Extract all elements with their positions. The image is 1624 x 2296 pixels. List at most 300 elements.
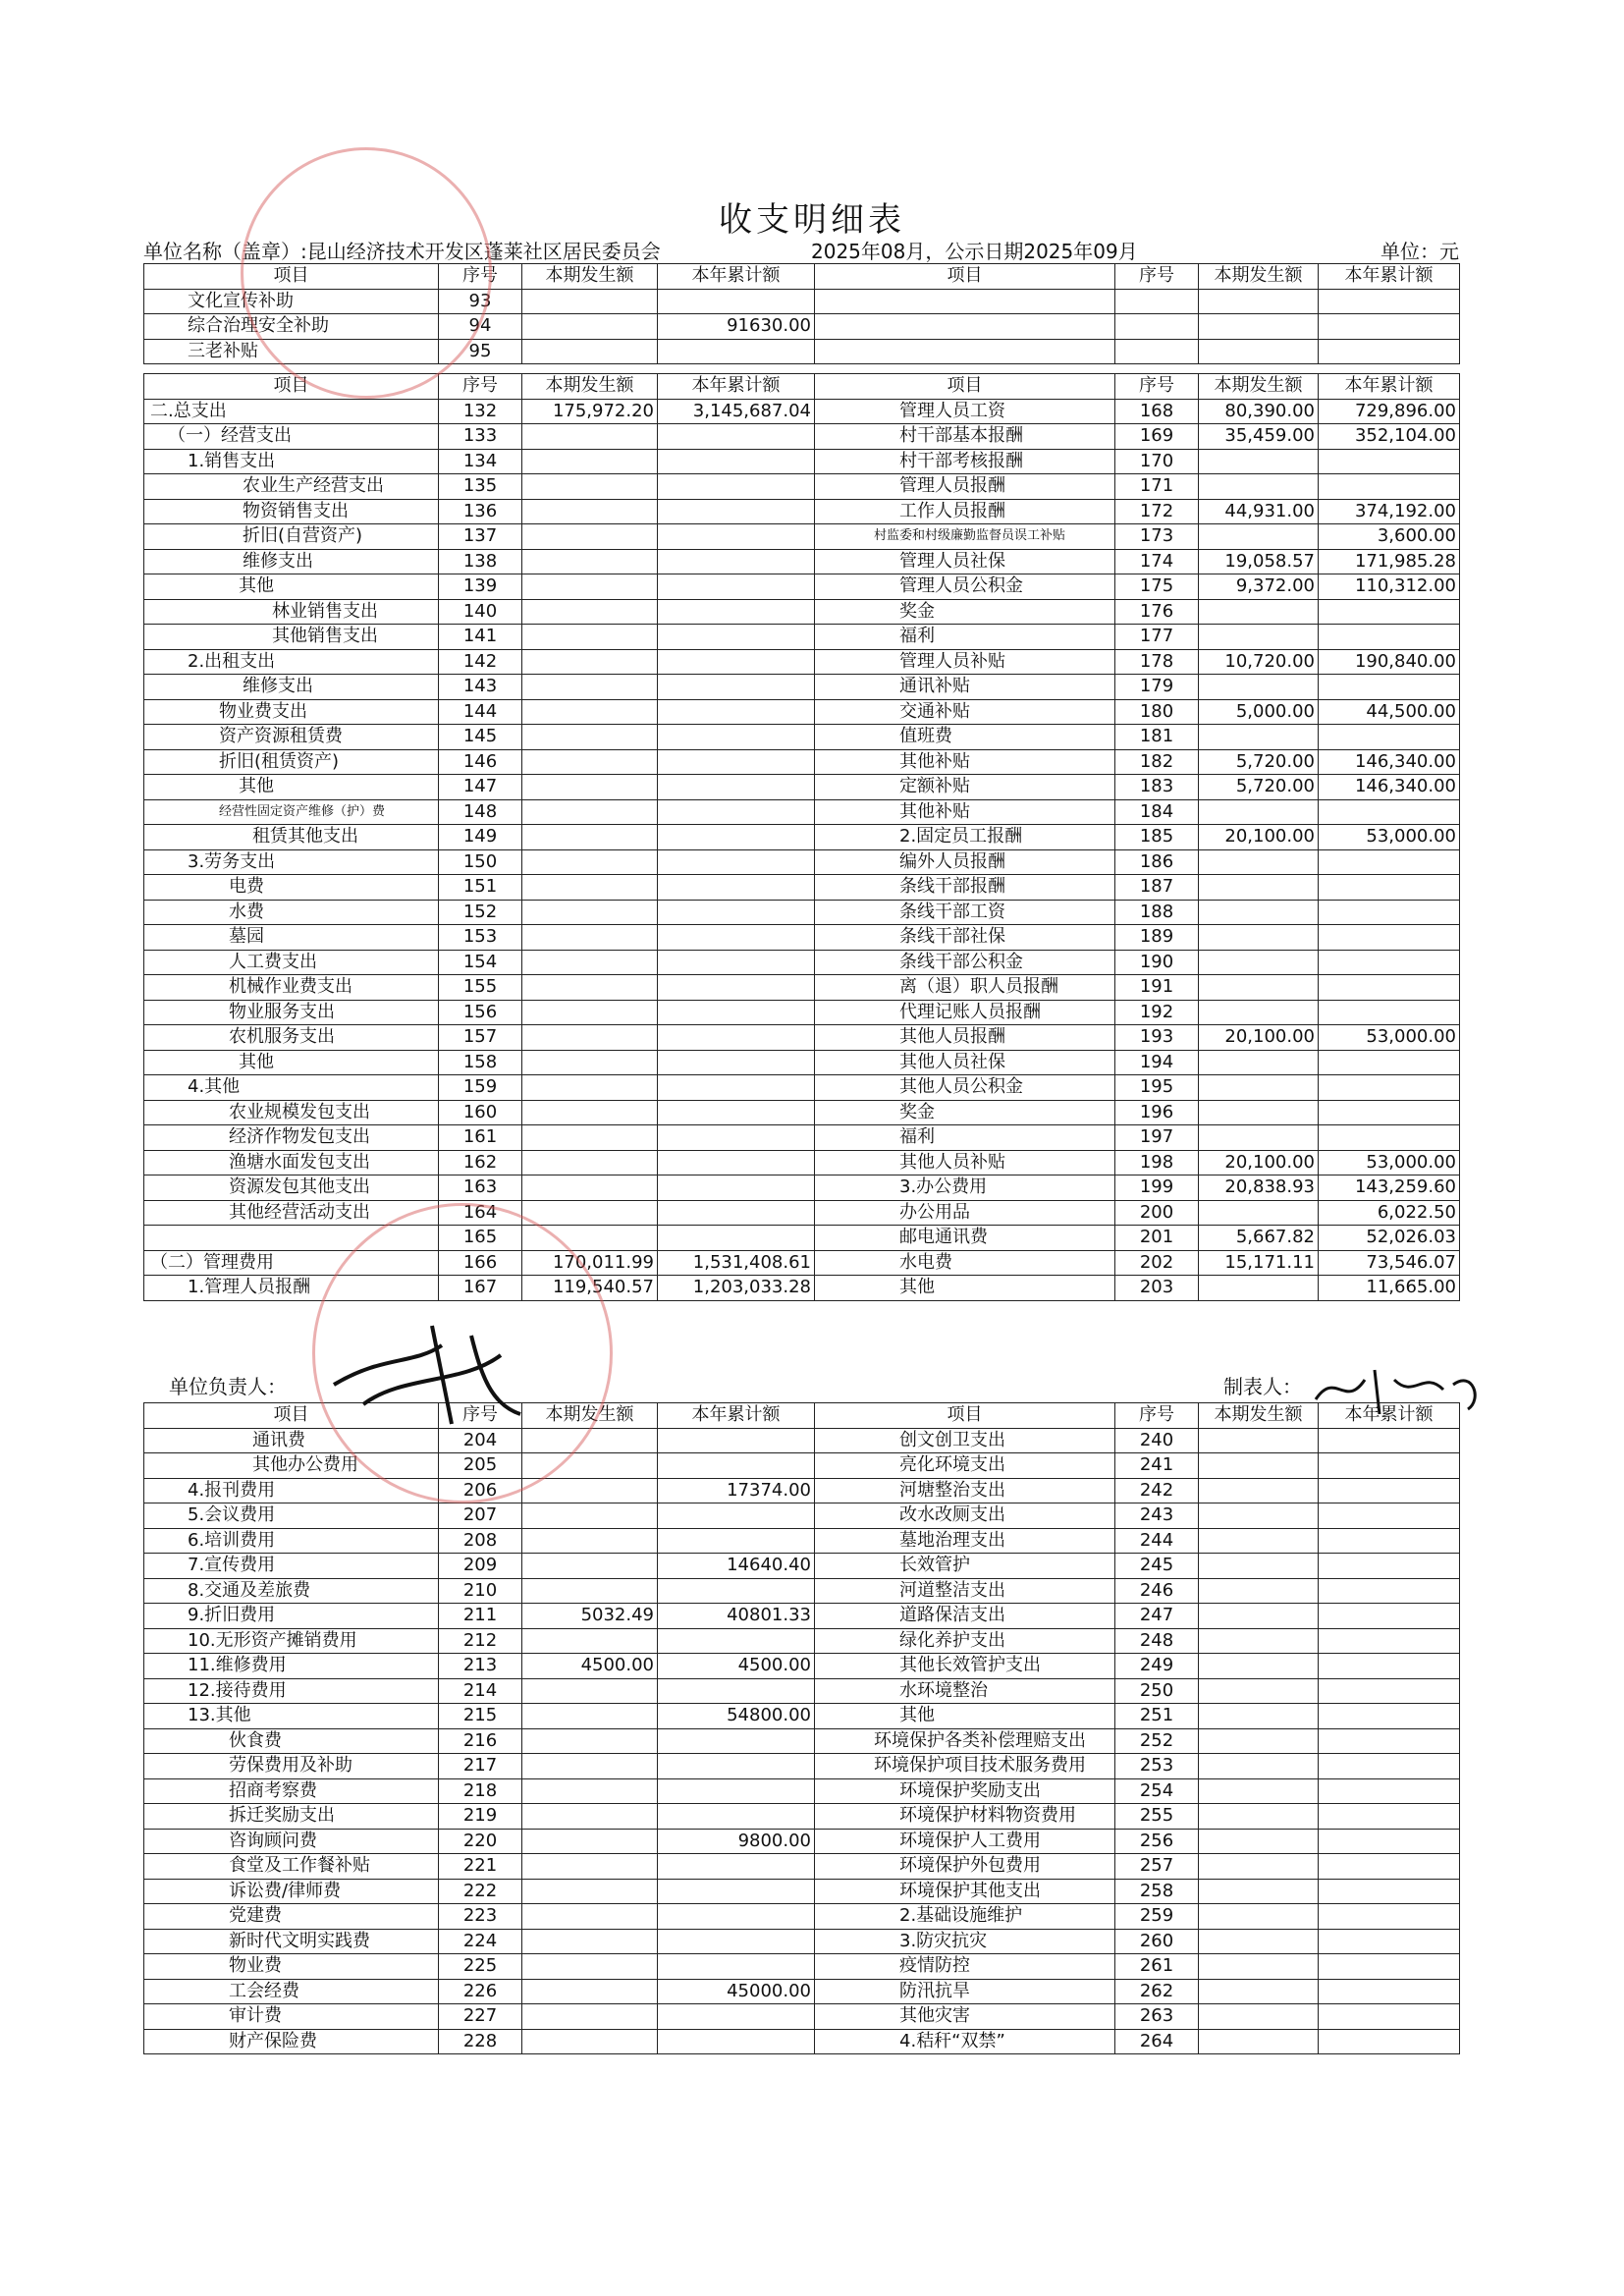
- maker-label: 制表人：: [1223, 1375, 1302, 1398]
- table-cell: [522, 749, 658, 775]
- table-cell: 维修支出: [144, 675, 439, 700]
- column-header: 项目: [144, 1403, 439, 1429]
- table-cell: [522, 474, 658, 500]
- table-cell: 管理人员公积金: [815, 574, 1115, 600]
- table-cell: 绿化养护支出: [815, 1628, 1115, 1654]
- table-row: [144, 725, 1460, 750]
- table-cell: [1199, 1979, 1319, 2004]
- table-cell: 140: [439, 599, 522, 625]
- table-cell: [1319, 1628, 1460, 1654]
- table-row: [144, 950, 1460, 975]
- table-cell: [522, 875, 658, 901]
- table-cell: 186: [1115, 849, 1199, 875]
- table-cell: 20,100.00: [1199, 825, 1319, 850]
- table-cell: [522, 699, 658, 725]
- table-cell: 8.交通及差旅费: [144, 1578, 439, 1604]
- table-cell: [522, 1528, 658, 1554]
- table-cell: 其他人员社保: [815, 1050, 1115, 1075]
- table-cell: [658, 1125, 815, 1151]
- table-cell: 153: [439, 925, 522, 951]
- table-cell: 219: [439, 1804, 522, 1830]
- table-cell: [658, 2029, 815, 2054]
- column-header: 项目: [144, 374, 439, 400]
- table-cell: 河塘整治支出: [815, 1478, 1115, 1503]
- table-cell: [522, 825, 658, 850]
- table-cell: 办公用品: [815, 1200, 1115, 1226]
- table-cell: 729,896.00: [1319, 399, 1460, 424]
- table-cell: 1,203,033.28: [658, 1276, 815, 1301]
- table-cell: [1319, 799, 1460, 825]
- table-cell: 169: [1115, 424, 1199, 450]
- table-cell: [1199, 599, 1319, 625]
- table-cell: [658, 339, 815, 364]
- table-cell: 1.销售支出: [144, 449, 439, 474]
- table-cell: 其他: [144, 1050, 439, 1075]
- table-cell: [522, 2029, 658, 2054]
- table-cell: 223: [439, 1904, 522, 1930]
- table-cell: [1199, 1000, 1319, 1025]
- table-cell: 247: [1115, 1604, 1199, 1629]
- table-cell: [522, 1829, 658, 1854]
- table-cell: 道路保洁支出: [815, 1604, 1115, 1629]
- table-cell: 疫情防控: [815, 1954, 1115, 1980]
- column-header: 本期发生额: [522, 1403, 658, 1429]
- table-cell: 191: [1115, 975, 1199, 1001]
- table-cell: [1199, 975, 1319, 1001]
- table-cell: [658, 775, 815, 800]
- table-cell: [1319, 1954, 1460, 1980]
- table-cell: 诉讼费/律师费: [144, 1879, 439, 1904]
- table-cell: [522, 2004, 658, 2030]
- table-cell: 村干部考核报酬: [815, 449, 1115, 474]
- table-cell: [658, 1428, 815, 1453]
- table-cell: 3.防灾抗灾: [815, 1929, 1115, 1954]
- table-row: [144, 1979, 1460, 2004]
- table-cell: [658, 699, 815, 725]
- table-cell: [1319, 1503, 1460, 1529]
- table-cell: [658, 499, 815, 524]
- table-row: [144, 749, 1460, 775]
- table-cell: [1319, 1754, 1460, 1779]
- table-cell: [1199, 314, 1319, 340]
- table-cell: [1115, 314, 1199, 340]
- table-cell: [1319, 625, 1460, 650]
- table-cell: 其他: [144, 574, 439, 600]
- column-header: 本年累计额: [658, 264, 815, 290]
- table-cell: 220: [439, 1829, 522, 1854]
- table-cell: [522, 1854, 658, 1880]
- table-row: [144, 675, 1460, 700]
- table-cell: [522, 599, 658, 625]
- table-cell: [522, 1778, 658, 1804]
- table-cell: 162: [439, 1150, 522, 1175]
- table-cell: 其他人员补贴: [815, 1150, 1115, 1175]
- table-cell: [1319, 599, 1460, 625]
- column-header: 本年累计额: [658, 1403, 815, 1429]
- table-cell: [1319, 1979, 1460, 2004]
- table-cell: 206: [439, 1478, 522, 1503]
- table-cell: [1319, 849, 1460, 875]
- table-cell: [522, 1175, 658, 1201]
- table-cell: [522, 799, 658, 825]
- table-cell: 215: [439, 1704, 522, 1729]
- table-cell: 奖金: [815, 1100, 1115, 1125]
- table-cell: [1319, 1554, 1460, 1579]
- table-cell: [522, 1578, 658, 1604]
- table-cell: [815, 289, 1115, 314]
- table-cell: 20,100.00: [1199, 1025, 1319, 1051]
- table-row: [144, 549, 1460, 574]
- table-cell: [658, 474, 815, 500]
- table-cell: [522, 925, 658, 951]
- leader-label: 单位负责人：: [169, 1375, 287, 1398]
- table-cell: 222: [439, 1879, 522, 1904]
- table-row: [144, 799, 1460, 825]
- table-cell: 245: [1115, 1554, 1199, 1579]
- table-cell: [815, 314, 1115, 340]
- table-cell: 折旧(自营资产): [144, 524, 439, 550]
- table-cell: [1319, 1654, 1460, 1679]
- table-cell: [522, 900, 658, 925]
- table-cell: 13.其他: [144, 1704, 439, 1729]
- table-cell: [522, 675, 658, 700]
- separator-cell: [1115, 364, 1199, 374]
- table-cell: 141: [439, 625, 522, 650]
- table-cell: 招商考察费: [144, 1778, 439, 1804]
- column-header: 本年累计额: [1319, 264, 1460, 290]
- table-cell: [1319, 339, 1460, 364]
- table-cell: [1319, 449, 1460, 474]
- table-cell: 91630.00: [658, 314, 815, 340]
- table-cell: 2.基础设施维护: [815, 1904, 1115, 1930]
- table-cell: 其他补贴: [815, 749, 1115, 775]
- table-cell: 其他: [815, 1276, 1115, 1301]
- table-cell: 条线干部报酬: [815, 875, 1115, 901]
- table-row: [144, 2004, 1460, 2030]
- table-cell: [1319, 474, 1460, 500]
- table-cell: [522, 1704, 658, 1729]
- separator-cell: [1199, 364, 1319, 374]
- table-cell: 212: [439, 1628, 522, 1654]
- table-cell: 墓园: [144, 925, 439, 951]
- table-cell: 4.其他: [144, 1075, 439, 1101]
- table-cell: [522, 1929, 658, 1954]
- table-cell: 新时代文明实践费: [144, 1929, 439, 1954]
- table-cell: 环境保护项目技术服务费用: [815, 1754, 1115, 1779]
- table-cell: [1199, 1904, 1319, 1930]
- table-cell: 189: [1115, 925, 1199, 951]
- table-cell: [658, 900, 815, 925]
- table-cell: [1319, 289, 1460, 314]
- table-cell: [1319, 1528, 1460, 1554]
- table-cell: 181: [1115, 725, 1199, 750]
- column-header: 序号: [439, 374, 522, 400]
- table-row: [144, 699, 1460, 725]
- table-cell: 119,540.57: [522, 1276, 658, 1301]
- table-cell: 经济作物发包支出: [144, 1125, 439, 1151]
- column-header: 序号: [439, 1403, 522, 1429]
- table-cell: [658, 1175, 815, 1201]
- page-title: 收支明细表: [719, 200, 905, 240]
- table-cell: [658, 1678, 815, 1704]
- table-row: [144, 1929, 1460, 1954]
- maker-signature: [1306, 1360, 1492, 1419]
- table-cell: 财产保险费: [144, 2029, 439, 2054]
- table-cell: 248: [1115, 1628, 1199, 1654]
- table-cell: 166: [439, 1250, 522, 1276]
- table-cell: 136: [439, 499, 522, 524]
- table-cell: [1319, 975, 1460, 1001]
- table-cell: 6,022.50: [1319, 1200, 1460, 1226]
- table-cell: 142: [439, 649, 522, 675]
- table-cell: 值班费: [815, 725, 1115, 750]
- separator-cell: [522, 364, 658, 374]
- table-cell: [1319, 675, 1460, 700]
- table-cell: 工会经费: [144, 1979, 439, 2004]
- table-cell: 240: [1115, 1428, 1199, 1453]
- table-cell: [1199, 1678, 1319, 1704]
- table-cell: 133: [439, 424, 522, 450]
- table-cell: 管理人员报酬: [815, 474, 1115, 500]
- table-cell: [1199, 950, 1319, 975]
- table-cell: [1199, 1075, 1319, 1101]
- table-row: [144, 900, 1460, 925]
- table-cell: [1319, 1904, 1460, 1930]
- table-cell: 通讯费: [144, 1428, 439, 1453]
- table-cell: 209: [439, 1554, 522, 1579]
- table-cell: [1319, 2004, 1460, 2030]
- table-cell: [1319, 2029, 1460, 2054]
- table-cell: [1319, 1778, 1460, 1804]
- table-cell: 6.培训费用: [144, 1528, 439, 1554]
- table-cell: [522, 289, 658, 314]
- table-cell: 人工费支出: [144, 950, 439, 975]
- table-cell: 福利: [815, 1125, 1115, 1151]
- table-cell: [1319, 1604, 1460, 1629]
- table-cell: [522, 950, 658, 975]
- table-cell: 200: [1115, 1200, 1199, 1226]
- table-cell: 259: [1115, 1904, 1199, 1930]
- table-cell: 5.会议费用: [144, 1503, 439, 1529]
- table-cell: [1199, 1453, 1319, 1479]
- table-cell: [658, 1804, 815, 1830]
- table-cell: [1319, 1728, 1460, 1754]
- table-cell: [658, 424, 815, 450]
- separator-cell: [815, 364, 1115, 374]
- table-cell: 9800.00: [658, 1829, 815, 1854]
- table-row: [144, 1100, 1460, 1125]
- table-cell: [522, 339, 658, 364]
- table-cell: （一）经营支出: [144, 424, 439, 450]
- column-header: 本期发生额: [1199, 1403, 1319, 1429]
- table-cell: 52,026.03: [1319, 1226, 1460, 1251]
- table-cell: 132: [439, 399, 522, 424]
- table-cell: [1319, 1578, 1460, 1604]
- table-cell: [522, 775, 658, 800]
- column-header: 本年累计额: [1319, 1403, 1460, 1429]
- table-cell: 3,145,687.04: [658, 399, 815, 424]
- table-cell: 352,104.00: [1319, 424, 1460, 450]
- table-row: [144, 424, 1460, 450]
- table-cell: 155: [439, 975, 522, 1001]
- table-cell: 物业费: [144, 1954, 439, 1980]
- table-cell: [658, 1578, 815, 1604]
- table-cell: 农业规模发包支出: [144, 1100, 439, 1125]
- table-cell: [658, 1025, 815, 1051]
- currency-unit: 单位：元: [1380, 240, 1459, 263]
- table-cell: 188: [1115, 900, 1199, 925]
- table-cell: 11,665.00: [1319, 1276, 1460, 1301]
- table-cell: [1199, 1528, 1319, 1554]
- table-cell: 156: [439, 1000, 522, 1025]
- table-cell: 咨询顾问费: [144, 1829, 439, 1854]
- table-cell: [522, 1050, 658, 1075]
- period-text: 2025年08月，公示日期2025年09月: [811, 240, 1138, 263]
- table-cell: [1319, 1075, 1460, 1101]
- table-cell: 环境保护奖励支出: [815, 1778, 1115, 1804]
- table-cell: [658, 1778, 815, 1804]
- table-row: [144, 1754, 1460, 1779]
- table-cell: [658, 1503, 815, 1529]
- table-cell: [1319, 1804, 1460, 1830]
- table-cell: [522, 1025, 658, 1051]
- table-cell: 160: [439, 1100, 522, 1125]
- table-cell: 177: [1115, 625, 1199, 650]
- table-row: [144, 2029, 1460, 2054]
- table-cell: [1319, 314, 1460, 340]
- table-cell: 10,720.00: [1199, 649, 1319, 675]
- table-row: [144, 849, 1460, 875]
- table-cell: [1199, 289, 1319, 314]
- table-cell: 53,000.00: [1319, 1150, 1460, 1175]
- table-cell: [1199, 1754, 1319, 1779]
- table-cell: [658, 799, 815, 825]
- table-cell: 5,720.00: [1199, 749, 1319, 775]
- table-cell: 20,100.00: [1199, 1150, 1319, 1175]
- table-cell: 条线干部公积金: [815, 950, 1115, 975]
- column-header: 本期发生额: [522, 264, 658, 290]
- table-row: [144, 599, 1460, 625]
- table-cell: 175,972.20: [522, 399, 658, 424]
- table-cell: [1199, 900, 1319, 925]
- table-cell: [658, 1854, 815, 1880]
- table-cell: 4.秸秆“双禁”: [815, 2029, 1115, 2054]
- table-cell: 改水改厕支出: [815, 1503, 1115, 1529]
- column-header: 序号: [1115, 374, 1199, 400]
- table-cell: 80,390.00: [1199, 399, 1319, 424]
- table-cell: 170,011.99: [522, 1250, 658, 1276]
- table-cell: 187: [1115, 875, 1199, 901]
- table-row: [144, 1175, 1460, 1201]
- table-cell: [1199, 1654, 1319, 1679]
- table-row: [144, 1578, 1460, 1604]
- table-cell: 渔塘水面发包支出: [144, 1150, 439, 1175]
- table-cell: [1199, 675, 1319, 700]
- table-cell: [1199, 2029, 1319, 2054]
- table-cell: [658, 449, 815, 474]
- table-cell: 离（退）职人员报酬: [815, 975, 1115, 1001]
- table-cell: 203: [1115, 1276, 1199, 1301]
- table-row: [144, 1503, 1460, 1529]
- table-cell: [658, 1075, 815, 1101]
- table-cell: 264: [1115, 2029, 1199, 2054]
- table-cell: 工作人员报酬: [815, 499, 1115, 524]
- table-cell: 40801.33: [658, 1604, 815, 1629]
- table-cell: 147: [439, 775, 522, 800]
- table-cell: 电费: [144, 875, 439, 901]
- table-cell: 其他销售支出: [144, 625, 439, 650]
- table-cell: [1115, 289, 1199, 314]
- column-header: 项目: [815, 374, 1115, 400]
- table-cell: 137: [439, 524, 522, 550]
- table-cell: [1199, 1704, 1319, 1729]
- table-cell: [1319, 1854, 1460, 1880]
- table-cell: [522, 1503, 658, 1529]
- table-cell: [658, 1150, 815, 1175]
- table-cell: 210: [439, 1578, 522, 1604]
- table-row: [144, 625, 1460, 650]
- table-cell: 4500.00: [658, 1654, 815, 1679]
- table-cell: [522, 625, 658, 650]
- table-cell: 其他灾害: [815, 2004, 1115, 2030]
- table-cell: 180: [1115, 699, 1199, 725]
- table-cell: 253: [1115, 1754, 1199, 1779]
- table-row: [144, 1954, 1460, 1980]
- table-cell: [1199, 625, 1319, 650]
- table-cell: 党建费: [144, 1904, 439, 1930]
- table-row: [144, 1704, 1460, 1729]
- table-row: [144, 825, 1460, 850]
- table-cell: [522, 975, 658, 1001]
- table-cell: 资产资源租赁费: [144, 725, 439, 750]
- table-row: [144, 1904, 1460, 1930]
- table-cell: [1199, 1628, 1319, 1654]
- table-cell: 创文创卫支出: [815, 1428, 1115, 1453]
- table-cell: 154: [439, 950, 522, 975]
- table-row: [144, 1879, 1460, 1904]
- column-header: 本期发生额: [1199, 374, 1319, 400]
- table-cell: 146,340.00: [1319, 775, 1460, 800]
- table-cell: 244: [1115, 1528, 1199, 1554]
- table-cell: 村干部基本报酬: [815, 424, 1115, 450]
- table-cell: [522, 1478, 658, 1503]
- table-cell: 编外人员报酬: [815, 849, 1115, 875]
- table-cell: [522, 549, 658, 574]
- income-table: [143, 263, 1460, 1301]
- table-cell: 45000.00: [658, 1979, 815, 2004]
- table-cell: 185: [1115, 825, 1199, 850]
- table-cell: 1.管理人员报酬: [144, 1276, 439, 1301]
- table-cell: [658, 1754, 815, 1779]
- table-cell: 物业费支出: [144, 699, 439, 725]
- table-cell: 53,000.00: [1319, 1025, 1460, 1051]
- table-cell: 224: [439, 1929, 522, 1954]
- table-cell: [522, 1979, 658, 2004]
- table-cell: 176: [1115, 599, 1199, 625]
- table-cell: [1199, 449, 1319, 474]
- table-cell: 94: [439, 314, 522, 340]
- table-row: [144, 1728, 1460, 1754]
- table-row: [144, 1554, 1460, 1579]
- table-cell: [522, 1000, 658, 1025]
- table-cell: 221: [439, 1854, 522, 1880]
- table-cell: 262: [1115, 1979, 1199, 2004]
- table-cell: [1199, 339, 1319, 364]
- column-header: 本期发生额: [522, 374, 658, 400]
- table-cell: 208: [439, 1528, 522, 1554]
- table-row: [144, 449, 1460, 474]
- table-cell: 河道整洁支出: [815, 1578, 1115, 1604]
